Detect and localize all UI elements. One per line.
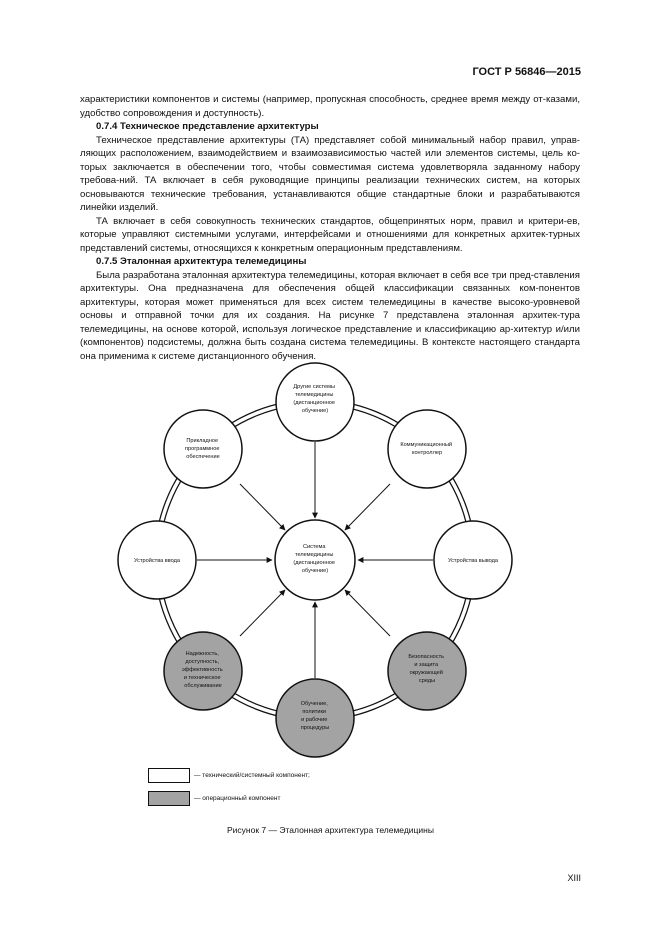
arrow-bottom-right: [345, 590, 390, 636]
arrow-bottom-left: [240, 590, 285, 636]
legend-operational: [148, 791, 310, 806]
node-training-policies-label: Обучение, политики и рабочие процедуры: [300, 701, 330, 731]
node-reliability-maintenance-label: Надежность, доступность, эффективность и техническое обслуживание: [181, 651, 223, 689]
node-other-systems-label: Другие системы телемедицины (дистанционное обучение): [293, 384, 336, 414]
node-output-devices-label: Устройства вывода: [447, 558, 499, 564]
telemedicine-architecture-diagram: [100, 362, 560, 762]
center-node-label: Система телемедицины (дистанционное обучение): [293, 544, 336, 574]
legend-operational-label: — операционный компонент: [194, 795, 281, 802]
legend-swatch-technical: [148, 768, 190, 783]
arrow-top-left: [240, 484, 285, 530]
node-application-software-label: Прикладное программное обеспечение: [184, 438, 220, 460]
arrow-top-right: [345, 484, 390, 530]
document-code: ГОСТ Р 56846—2015: [472, 66, 581, 78]
page-number: XIII: [567, 873, 581, 883]
legend-swatch-operational: [148, 791, 190, 806]
paragraph-1: характеристики компонентов и системы (например, пропускная способность, среднее время между от-казами, удобство сопровождения и доступность).: [80, 94, 580, 119]
legend-technical-label: — технический/системный компонент;: [194, 772, 310, 779]
paragraph-3: ТА включает в себя совокупность технических стандартов, общепринятых норм, правил и критери-ев, которые управляют системными услугами, интерфейсами и отношениями для конкретных архитек-турных представлений системы, относящихся к конкретным операционным представлениям.: [80, 215, 580, 254]
node-communication-controller-label: Коммуникационный контроллер: [400, 442, 453, 456]
node-communication-controller: [388, 410, 466, 488]
heading-0-7-4: 0.7.4 Техническое представление архитектуры: [96, 121, 319, 132]
legend: [148, 768, 310, 814]
paragraph-4: Была разработана эталонная архитектура телемедицины, которая включает в себя все три пред-ставления архитектуры. Она предназначена для обеспечения общей классификации связанных ком-понентов архитектуры, которая может применяться для всех систем телемедицины в качестве высоко-уровневой основы и отправной точки для их создания. На рисунке 7 представлена эталонная архитек-тура телемедицины, на основе которой, используя логическое представление и классификацию ар-хитектур и/или (компонентов) подсистемы, должна быть создана система телемедицины. В контексте настоящего стандарта она применима к системе дистанционного обучения.: [80, 269, 580, 362]
heading-0-7-5: 0.7.5 Эталонная архитектура телемедицины: [96, 256, 307, 267]
legend-technical: [148, 768, 310, 783]
body-text: [80, 93, 580, 363]
figure-caption: Рисунок 7 — Эталонная архитектура телемедицины: [227, 825, 434, 835]
node-safety-environment-label: Безопасность и защита окружающей среды: [408, 654, 445, 684]
node-input-devices-label: Устройства ввода: [133, 558, 181, 564]
paragraph-2: Техническое представление архитектуры (ТА) представляет собой минимальный набор правил, управ-ляющих расположением, взаимодействием и взаимозависимостью частей или элементов системы, цель ко-торых заключается в обеспечении того, чтобы совместимая система удовлетворяла заданному набору требова-ний. ТА включает в себя руководящие принципы реализации технических систем, на которых основываются технические требования, устанавливаются общие стандартные блоки и разрабатываются линейки изделий.: [80, 134, 580, 213]
